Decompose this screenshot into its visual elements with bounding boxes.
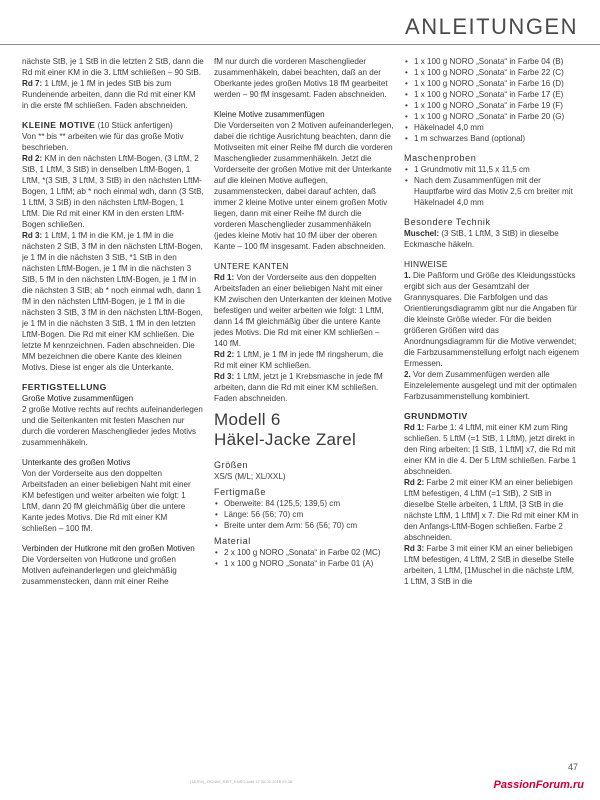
subheading: Große Motive zusammenfügen	[22, 394, 134, 403]
paragraph: Die Vorderseiten von 2 Motiven aufeinanderlegen, dabei die richtige Ausrichtung beachten, dann die Motivseiten mit einer Reihe fM durch die vorderen Maschenglieder zusammenhäkeln. Jetzt die Vorderseite der großen Motive mit der Unterkante auf die kleinen Motive auflegen, zusammenstecken, dabei darauf achten, daß immer 2 kleine Motive unter einem großen Motiv liegen, dann mit einer Reihe fM durch die vorderen Maschenglieder zusammenhäkeln (jedes kleine Motiv hat 10 fM über der oberen Kante – 100 fM insgesamt. Faden abschneiden.	[214, 121, 394, 251]
paragraph: Von der Vorderseite aus den doppelten Arbeitsfaden an einer beliebigen Naht mit einer KM befestigen und weiter arbeiten wie folgt: 1 LftM, dann 20 fM gleichmäßig über die untere Kante jedes Motivs. Die Rd mit einer KM schließen – 100 fM.	[22, 469, 191, 533]
paragraph: Rd 3: 1 LftM, jetzt je 1 Krebsmasche in jede fM arbeiten, dann die Rd mit einer KM schließen. Faden abschneiden.	[214, 372, 383, 403]
paragraph: Rd 3: Farbe 3 mit einer KM an einer beliebigen LftM befestigen, 4 LftM, 2 StB in dieselbe Stelle arbeiten, 1 LftM, [1Muschel in die nächste LftM, 1 LftM, 3 StB in die	[404, 544, 575, 586]
section-heading: FERTIGSTELLUNG	[22, 382, 107, 392]
gauge-list	[404, 164, 580, 208]
list-item: • 1 x 100 g NORO „Sonata“ in Farbe 01 (A)	[214, 558, 394, 569]
paragraph: 2. Vor dem Zusammenfügen werden alle Einzelelemente ausgelegt und mit der optimalen Farbzusammenstellung kombiniert.	[404, 370, 577, 401]
list-item: • 2 x 100 g NORO „Sonata“ in Farbe 02 (MC)	[214, 547, 394, 558]
paragraph: Rd 3: 1 LftM, 1 fM in die KM, je 1 fM in die nächsten 2 StB, 3 fM in den nächsten LftM-Bogen, je 1 fM in die nächsten 3 StB, *1 StB in den nächsten LftM-Bogen, je 1 fM in die nächsten 3 StB, 5 fM in den nächsten LftM-Bogen, je 1 fM in die nächsten 3 StB; ab * noch einmal wdh, dann 1 fM in den nächsten LftM-Bogen, je 1 fM in die nächsten 3 StB, 3 fM in den nächsten LftM-Bogen, je 1 fM in die nächsten 3 StB, 1 fM in den letzten LftM-Bogen. Die Rd mit einer KM schließen. Die letzte M kennzeichnen. Faden abschneiden. Die MM bezeichnen die obere Kante des kleinen Motivs. Diese ist enger als die Unterkante.	[22, 231, 203, 372]
page-number: 47	[567, 762, 578, 772]
paragraph: Rd 2: KM in den nächsten LftM-Bogen, (3 LftM, 2 StB, 1 LftM, 3 StB) in denselben LftM-Bogen, 1 LftM, *(3 StB, 3 LftM, 3 StB) in den nächsten LftM-Bogen, 1 LftM; ab * noch einmal wdh, dann (3 StB, 1 LftM, 3 StB) in den nächsten LftM-Bogen, 1 LftM. Die Rd mit einer KM in den ersten LftM-Bogen schließen.	[22, 154, 204, 229]
list-item: • Häkelnadel 4,0 mm	[404, 122, 580, 133]
paragraph: Muschel: (3 StB, 1 LftM, 3 StB) in dieselbe Eckmasche häkeln.	[404, 229, 559, 249]
section-heading: Größen	[214, 460, 249, 470]
section-heading: KLEINE MOTIVE (10 Stück anfertigen)	[22, 120, 173, 130]
paragraph: 1. Die Paßform und Größe des Kleidungsstücks ergibt sich aus der Gesamtzahl der Grannysquares. Die Farbfolgen und das Orientierungsdiagramm gibt nur die Angaben für die kleinste Größe wieder. Für die beiden größeren Größen wird das Anordnungsdiagramm für die Motive verwendet; die Farbzusammenstellung erfolgt nach eigenem Ermessen.	[404, 271, 580, 368]
paragraph: fM nur durch die vorderen Maschenglieder zusammenhäkeln, dabei beachten, daß an der Oberkante jedes großen Motivs 18 fM gearbeitet werden – 90 fM insgesamt. Faden abschneiden.	[214, 57, 388, 99]
section-heading: GRUNDMOTIV	[404, 411, 468, 421]
list-item: • 1 Grundmotiv mit 11,5 x 11,5 cm	[404, 164, 580, 175]
heading-text: KLEINE MOTIVE	[22, 120, 96, 130]
section-heading: Besondere Technik	[404, 217, 491, 227]
paragraph: Die Vorderseiten von Hutkrone und großen Motiven aufeinanderlegen und gleichmäßig zusammenstecken, dann mit einer Reihe	[22, 555, 177, 586]
watermark: PassionForum.ru	[493, 779, 584, 791]
material-list	[214, 547, 394, 569]
column-3	[404, 56, 580, 587]
list-item: • 1 x 100 g NORO „Sonata“ in Farbe 04 (B)	[404, 56, 580, 67]
paragraph: nächste StB, je 1 StB in die letzten 2 StB, dann die Rd mit einer KM in die 3. LftM schließen – 90 StB.	[22, 57, 204, 77]
list-item: • 1 m schwarzes Band (optional)	[404, 133, 580, 144]
round-label: Rd 7:	[22, 79, 43, 88]
section-heading: UNTERE KANTEN	[214, 261, 289, 271]
print-slug: (18,5%)_ZH2406_REIT_ENRO.indd 47 26.01.2018 09:38	[190, 779, 293, 784]
model-title: Modell 6 Häkel-Jacke Zarel	[214, 410, 357, 449]
measurements-list	[214, 498, 394, 531]
section-heading: Fertigmaße	[214, 487, 267, 497]
paragraph: Von ** bis ** arbeiten wie für das große Motiv beschrieben.	[22, 132, 184, 152]
section-heading: Maschenproben	[404, 153, 477, 163]
list-item: • Breite unter dem Arm: 56 (56; 70) cm	[214, 520, 394, 531]
section-heading: HINWEISE	[404, 259, 448, 269]
list-item: • 1 x 100 g NORO „Sonata“ in Farbe 16 (D)	[404, 78, 580, 89]
section-heading: Material	[214, 536, 251, 546]
material-list-continued	[404, 56, 580, 144]
subheading: Kleine Motive zusammenfügen	[214, 110, 325, 119]
paragraph: Rd 1: Von der Vorderseite aus den doppelten Arbeitsfaden an einer beliebigen Naht mit einer KM zwischen den Unterkanten der kleinen Motive befestigen und weiter arbeiten wie folgt: 1 LftM, dann 14 fM gleichmäßig über die untere Kante jedes Motivs. Die Rd mit einer KM schließen – 140 fM.	[214, 273, 392, 348]
section-title: ANLEITUNGEN	[405, 14, 578, 39]
subheading: Unterkante des großen Motivs	[22, 458, 131, 467]
list-item: • 1 x 100 g NORO „Sonata“ in Farbe 22 (C)	[404, 67, 580, 78]
sizes-text: XS/S (M/L; XL/XXL)	[214, 472, 286, 481]
header-divider	[0, 44, 600, 45]
list-item: • 1 x 100 g NORO „Sonata“ in Farbe 17 (E)	[404, 89, 580, 100]
list-item: • Nach dem Zusammenfügen mit der Hauptfarbe wird das Motiv 2,5 cm breiter mit Häkelnadel 4,0 mm	[404, 175, 580, 208]
subheading: Verbinden der Hutkrone mit den großen Motiven	[22, 544, 195, 553]
column-2	[214, 56, 394, 569]
paragraph: Rd 2: Farbe 2 mit einer KM an einer beliebigen LftM befestigen, 4 LftM (=1 StB), 2 StB in dieselbe Stelle arbeiten, 1 LftM, [3 StB in die nächste LftM, 1 LftM] x 7. Die Rd mit einer KM in den Anfangs-LftM-Bogen schließen. Farbe 2 abschneiden.	[404, 478, 579, 542]
list-item: • 1 x 100 g NORO „Sonata“ in Farbe 20 (G)	[404, 111, 580, 122]
paragraph: Rd 1: Farbe 1: 4 LftM, mit einer KM zum Ring schließen. 5 LftM (=1 StB, 1 LftM), jetzt direkt in den Ring arbeiten: [1 StB, 1 LftM] x7, die Rd mit einer KM in die 4. Der 5 LftM schließen. Farbe 1 abschneiden.	[404, 423, 577, 476]
list-item: • 1 x 100 g NORO „Sonata“ in Farbe 19 (F)	[404, 100, 580, 111]
paragraph: Rd 7: 1 LftM, je 1 fM in jedes StB bis zum Rundenende arbeiten, dann die Rd mit einer KM in die erste fM schließen. Faden abschneiden.	[22, 79, 196, 110]
column-1	[22, 56, 204, 587]
paragraph: 2 große Motive rechts auf rechts aufeinanderlegen und die Seitenkanten mit festen Maschen nur durch die vorderen Maschenglieder jedes Motivs zusammenhäkeln.	[22, 405, 203, 447]
list-item: • Oberweite: 84 (125,5; 139,5) cm	[214, 498, 394, 509]
paragraph: Rd 2: 1 LftM, je 1 fM in jede fM ringsherum, die Rd mit einer KM schließen.	[214, 350, 384, 370]
list-item: • Länge: 56 (56; 70) cm	[214, 509, 394, 520]
